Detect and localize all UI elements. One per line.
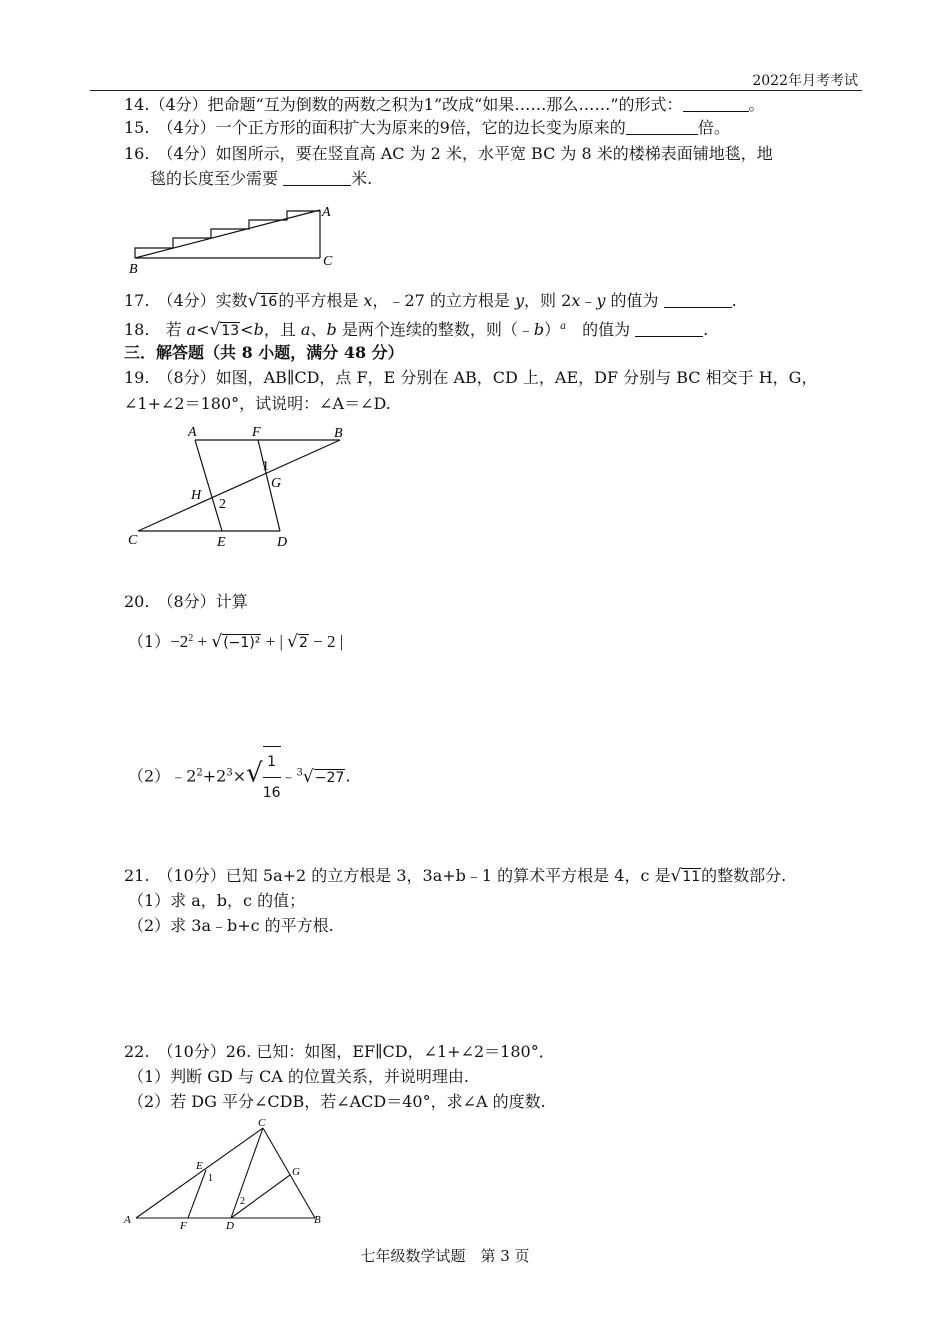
q18-answer-blank[interactable] <box>635 320 703 337</box>
question-20-title: 20. （8分）计算 <box>124 592 248 611</box>
question-21-part1: （1）求 a，b，c 的值； <box>128 891 306 910</box>
q17-answer-blank[interactable] <box>664 291 732 308</box>
fig19-angle-2: 2 <box>219 497 226 512</box>
q21-post: 的整数部分. <box>701 866 787 885</box>
question-22-part1: （1）判断 GD 与 CA 的位置关系，并说明理由. <box>128 1067 470 1086</box>
q18-text-3: 、 <box>310 320 327 339</box>
q20-p2-term-a: ﹣2 <box>170 766 197 786</box>
q18-var-a2: a <box>300 320 311 339</box>
question-20-part2 <box>128 746 350 808</box>
fig19-label-H: H <box>191 488 202 503</box>
q15-text: 15. （4分）一个正方形的面积扩大为原来的9倍，它的边长变为原来的 <box>124 118 626 137</box>
fig22-label-C: C <box>258 1117 266 1129</box>
q18-text-4: 是两个连续的整数，则（﹣ <box>336 320 534 339</box>
q20-p1-plus: + <box>193 632 212 651</box>
question-16-line2 <box>150 168 372 190</box>
q14-post: 。 <box>748 95 765 114</box>
fig22-label-F: F <box>180 1220 187 1232</box>
q20-p2-exp2: 3 <box>226 767 233 779</box>
q18-var-a: a <box>186 320 197 339</box>
q18-exponent: a <box>560 321 567 332</box>
fig19-label-B: B <box>334 426 343 441</box>
figure-19-parallel-lines <box>120 420 360 555</box>
fig19-angle-1: 1 <box>262 459 269 474</box>
q18-text-1: 18. 若 <box>124 320 187 339</box>
q20-p2-minus: ﹣ <box>280 766 297 786</box>
q17-var-x: x <box>363 291 373 310</box>
q20-p2-exp1: 2 <box>196 767 203 779</box>
fig22-label-B: B <box>314 1214 321 1226</box>
q16-answer-blank[interactable] <box>283 169 351 186</box>
q18-post: . <box>703 320 709 339</box>
q15-post: 倍。 <box>697 118 730 137</box>
q14-answer-blank[interactable] <box>683 95 749 112</box>
q20-p1-abs-open: + | <box>261 632 288 651</box>
q16-post: 米. <box>351 169 373 188</box>
q17-text-6: 的值为 <box>605 291 664 310</box>
q18-text-5: ） <box>544 320 561 339</box>
question-21-line1 <box>124 865 786 888</box>
question-21-part2: （2）求 3a﹣b+c 的平方根. <box>128 916 334 935</box>
q20-p1-radicand: (−1)² <box>223 635 261 651</box>
q14-text: 14.（4分）把命题“互为倒数的两数之积为1”改成“如果……那么……”的形式： <box>124 95 683 114</box>
q20-p2-end: . <box>345 766 351 786</box>
q15-answer-blank[interactable] <box>626 118 698 135</box>
q18-var-b3: b <box>533 320 545 339</box>
fig19-label-G: G <box>271 476 282 491</box>
q20-p1-label: （1） <box>128 632 171 651</box>
q17-var-y2: y <box>596 291 606 310</box>
sqrt-one-sixteenth: √ $\frac{1}{16}$ <box>246 746 280 808</box>
question-19-line2: ∠1+∠2＝180°，试说明：∠A＝∠D. <box>124 394 391 413</box>
q20-p2-times: × <box>232 766 247 786</box>
fig19-label-F: F <box>252 425 261 440</box>
fig22-angle-1: 1 <box>208 1173 213 1184</box>
q18-var-b: b <box>253 320 264 339</box>
q20-p1-exp: 2 <box>188 633 194 644</box>
sqrt-neg1-squared: √(−1)² <box>211 632 261 652</box>
q17-post: . <box>731 291 737 310</box>
question-14 <box>124 94 765 116</box>
q20-p2-denominator: 16 <box>262 785 281 801</box>
q16-text: 毯的长度至少需要 <box>150 169 284 188</box>
sqrt-16: √16 <box>247 291 278 311</box>
q20-p2-root-index: 3 <box>296 767 303 779</box>
q18-radicand: 13 <box>221 323 240 339</box>
q20-p2-numerator: 1 <box>263 747 281 778</box>
q18-text-2: ，且 <box>263 320 301 339</box>
fig19-label-E: E <box>217 535 226 550</box>
q17-text-4: ，则 2 <box>524 291 572 310</box>
question-15 <box>124 117 730 139</box>
fig16-label-C: C <box>323 254 333 269</box>
header-rule <box>90 90 862 91</box>
question-22-line1: 22. （10分）26. 已知：如图，EF∥CD，∠1+∠2＝180°． <box>124 1042 555 1061</box>
section-3-title: 三．解答题（共 8 小题，满分 48 分） <box>124 343 404 362</box>
fig19-label-A: A <box>188 425 197 440</box>
q20-p1-radicand2: 2 <box>299 635 308 651</box>
q17-var-y: y <box>514 291 525 310</box>
page-footer: 七年级数学试题 第 3 页 <box>360 1247 530 1265</box>
question-16-line1: 16. （4分）如图所示，要在竖直高 AC 为 2 米，水平宽 BC 为 8 米的楼梯表面铺地毯，地 <box>124 144 773 163</box>
q20-p1-term-a: −2 <box>170 632 189 651</box>
sqrt-11: √11 <box>670 866 701 886</box>
q17-text-3: ，﹣27 的立方根是 <box>372 291 515 310</box>
fig22-label-D: D <box>226 1220 234 1232</box>
q20-p2-radicand: −27 <box>314 769 345 786</box>
fig22-label-E: E <box>196 1160 203 1172</box>
page-header: 2022年月考考试 <box>752 73 858 89</box>
fig19-label-D: D <box>277 535 288 550</box>
fig22-label-A: A <box>124 1214 131 1226</box>
fig22-label-G: G <box>292 1166 300 1178</box>
q17-text-1: 17. （4分）实数 <box>124 291 248 310</box>
q21-radicand: 11 <box>682 869 701 885</box>
question-19-line1: 19. （8分）如图，AB∥CD，点 F，E 分别在 AB，CD 上，AE，DF 分别与 BC 相交于 H，G， <box>124 368 818 387</box>
figure-22-triangle <box>118 1115 338 1235</box>
sqrt-13: √13 <box>209 320 240 340</box>
fig19-label-C: C <box>128 533 138 548</box>
q18-var-b2: b <box>326 320 337 339</box>
q18-text-6: 的值为 <box>566 320 636 339</box>
question-20-part1 <box>128 628 343 654</box>
q18-lt-2: < <box>240 320 254 339</box>
fig22-angle-2: 2 <box>240 1196 245 1207</box>
sqrt-2: √2 <box>287 632 308 652</box>
q20-p1-abs-close: − 2 | <box>308 632 344 651</box>
q18-lt-1: < <box>196 320 210 339</box>
question-17 <box>124 290 737 313</box>
q17-var-x2: x <box>571 291 581 310</box>
question-18 <box>124 316 708 342</box>
figure-16-staircase <box>120 200 350 280</box>
q17-text-5: ﹣ <box>580 291 597 310</box>
q20-p2-term-b: +2 <box>202 766 227 786</box>
q17-text-2: 的平方根是 <box>278 291 364 310</box>
q21-text: 21. （10分）已知 5a+2 的立方根是 3，3a+b﹣1 的算术平方根是 4，c 是 <box>124 866 671 885</box>
fig16-label-A: A <box>322 205 331 220</box>
q17-radicand: 16 <box>259 294 278 310</box>
question-22-part2: （2）若 DG 平分∠CDB，若∠ACD＝40°，求∠A 的度数. <box>128 1092 546 1111</box>
q20-p1-expression <box>170 632 343 651</box>
cbrt-neg27: √−27 <box>302 766 345 787</box>
q20-p2-label: （2） <box>128 766 171 786</box>
fig16-label-B: B <box>129 262 138 277</box>
